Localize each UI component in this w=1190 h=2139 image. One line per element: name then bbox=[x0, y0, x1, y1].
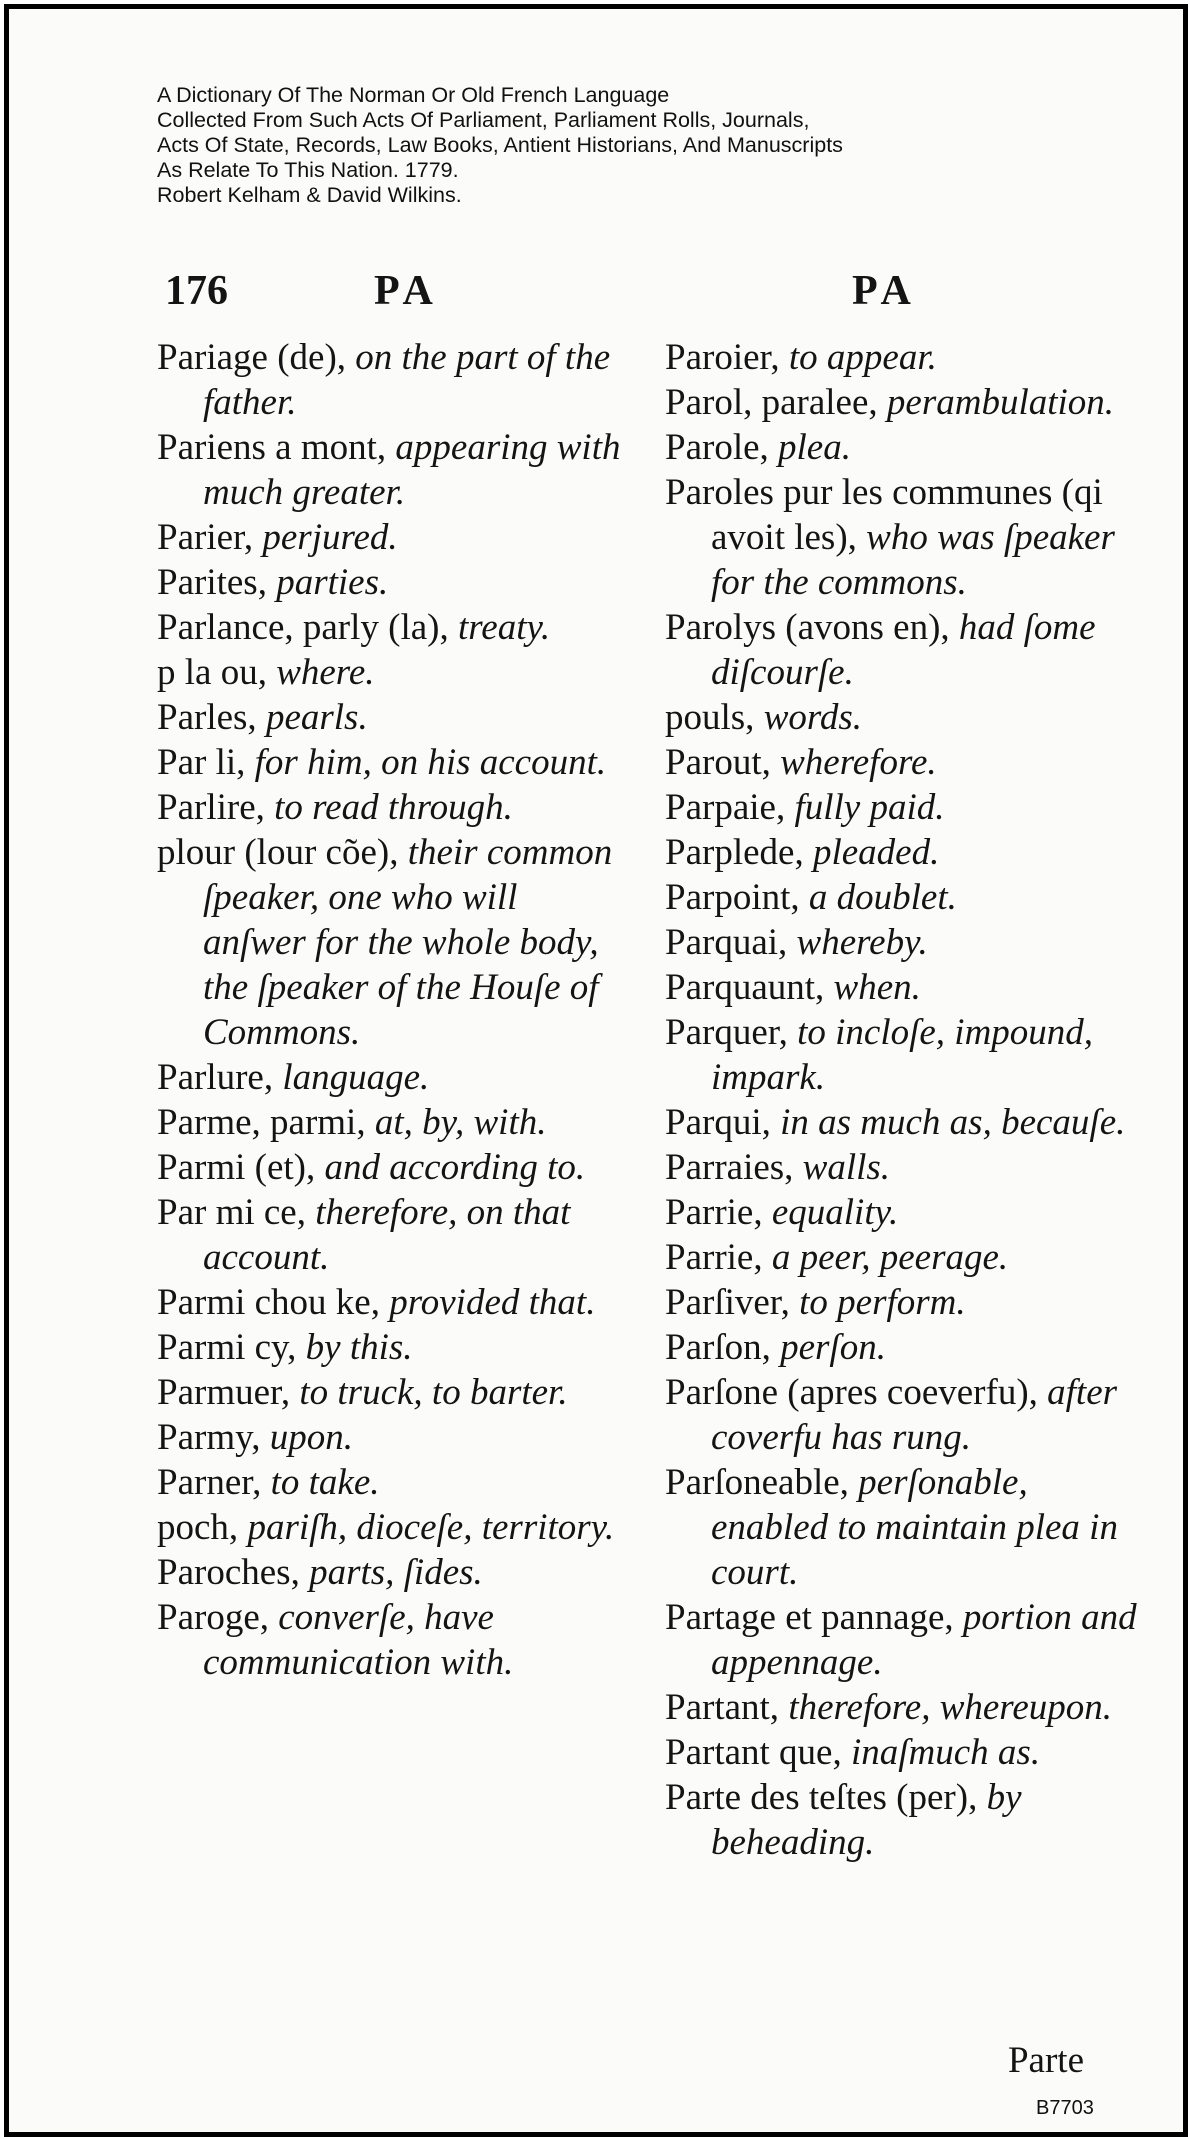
dictionary-entry bbox=[157, 1145, 627, 1190]
entry-definition: after coverfu has rung. bbox=[711, 1372, 1118, 1458]
dictionary-entry bbox=[665, 1280, 1140, 1325]
entry-definition: to perform. bbox=[799, 1282, 966, 1323]
dictionary-entry bbox=[157, 785, 627, 830]
entry-definition: a peer, peerage. bbox=[771, 1237, 1009, 1278]
entry-definition: on the part of the father. bbox=[203, 337, 611, 423]
dictionary-entry bbox=[157, 560, 627, 605]
dictionary-entry bbox=[665, 920, 1140, 965]
dictionary-entry bbox=[665, 965, 1140, 1010]
entry-headword: Parmi cy, bbox=[157, 1327, 306, 1368]
dictionary-entry bbox=[665, 1460, 1140, 1595]
entry-definition: perjured. bbox=[262, 517, 398, 558]
entry-headword: Parier, bbox=[157, 517, 263, 558]
dictionary-entry bbox=[157, 1550, 627, 1595]
entry-headword: Parites, bbox=[157, 562, 277, 603]
entry-definition: portion and appennage. bbox=[711, 1597, 1137, 1683]
entry-definition: perſon. bbox=[780, 1327, 886, 1368]
right-running-head: PA bbox=[852, 268, 917, 314]
entry-headword: Parſoneable, bbox=[665, 1462, 859, 1503]
dictionary-entry bbox=[157, 335, 627, 425]
entry-headword: Parquer, bbox=[665, 1012, 798, 1053]
dictionary-entry bbox=[665, 380, 1140, 425]
entry-definition: their common ſpeaker, one who will anſwer for the whole body, the ſpeaker of the Houſe of Commons. bbox=[203, 832, 613, 1053]
entry-headword: Parout, bbox=[665, 742, 781, 783]
dictionary-entry bbox=[665, 605, 1140, 695]
entry-headword: Partant, bbox=[665, 1687, 789, 1728]
entry-headword: Par mi ce, bbox=[157, 1192, 316, 1233]
header-subtitle-line: Collected From Such Acts Of Parliament, Parliament Rolls, Journals, bbox=[157, 108, 810, 132]
entry-headword: Parpaie, bbox=[665, 787, 795, 828]
entry-headword: Paroles pur les communes (qi avoit les), bbox=[665, 472, 1103, 558]
dictionary-entry bbox=[665, 470, 1140, 605]
entry-definition: therefore, whereupon. bbox=[788, 1687, 1112, 1728]
entry-definition: parts, ſides. bbox=[309, 1552, 483, 1593]
entry-headword: Parme, parmi, bbox=[157, 1102, 375, 1143]
entry-definition: plea. bbox=[778, 427, 851, 468]
entry-definition: equality. bbox=[771, 1192, 899, 1233]
dictionary-entry bbox=[665, 1190, 1140, 1235]
dictionary-entry bbox=[665, 335, 1140, 380]
document-header bbox=[157, 83, 1057, 208]
left-column bbox=[157, 335, 627, 1685]
entry-headword: Parſone (apres coeverfu), bbox=[665, 1372, 1048, 1413]
entry-definition: parties. bbox=[276, 562, 389, 603]
entry-headword: Parmi chou ke, bbox=[157, 1282, 390, 1323]
reference-code: B7703 bbox=[1036, 2097, 1094, 2119]
entry-headword: Parſon, bbox=[665, 1327, 781, 1368]
entry-definition: language. bbox=[282, 1057, 430, 1098]
entry-definition: by beheading. bbox=[711, 1777, 1022, 1863]
entry-headword: Parte des teſtes (per), bbox=[665, 1777, 987, 1818]
entry-headword: Partant que, bbox=[665, 1732, 851, 1773]
entry-headword: Parlure, bbox=[157, 1057, 283, 1098]
header-subtitle-line: Acts Of State, Records, Law Books, Antient Historians, And Manuscripts bbox=[157, 133, 843, 157]
entry-definition: to appear. bbox=[788, 337, 937, 378]
entry-headword: Parpoint, bbox=[665, 877, 809, 918]
entry-definition: a doublet. bbox=[808, 877, 957, 918]
dictionary-entry bbox=[665, 1685, 1140, 1730]
dictionary-entry bbox=[665, 1370, 1140, 1460]
entry-definition: who was ſpeaker for the commons. bbox=[711, 517, 1115, 603]
right-column bbox=[665, 335, 1140, 1865]
dictionary-entry bbox=[157, 425, 627, 515]
dictionary-entry bbox=[157, 695, 627, 740]
entry-definition: words. bbox=[763, 697, 863, 738]
entry-definition: pariſh, dioceſe, territory. bbox=[247, 1507, 615, 1548]
dictionary-entry bbox=[665, 1235, 1140, 1280]
entry-definition: had ſome diſcourſe. bbox=[711, 607, 1096, 693]
entry-definition: to take. bbox=[270, 1462, 380, 1503]
entry-headword: Parſiver, bbox=[665, 1282, 800, 1323]
entry-headword: Parol, paralee, bbox=[665, 382, 887, 423]
entry-headword: Paroge, bbox=[157, 1597, 279, 1638]
entry-definition: wherefore. bbox=[780, 742, 937, 783]
entry-definition: and according to. bbox=[324, 1147, 586, 1188]
catchword: Parte bbox=[1007, 2040, 1084, 2081]
entry-headword: Pariens a mont, bbox=[157, 427, 396, 468]
dictionary-entry bbox=[157, 1100, 627, 1145]
entry-definition: where. bbox=[276, 652, 375, 693]
dictionary-entry bbox=[157, 1370, 627, 1415]
entry-definition: perſonable, enabled to maintain plea in court. bbox=[711, 1462, 1118, 1593]
dictionary-entry bbox=[665, 1775, 1140, 1865]
dictionary-entry bbox=[157, 1595, 627, 1685]
entry-headword: Paroier, bbox=[665, 337, 789, 378]
entry-headword: Parner, bbox=[157, 1462, 271, 1503]
dictionary-entry bbox=[157, 605, 627, 650]
dictionary-entry bbox=[665, 740, 1140, 785]
dictionary-entry bbox=[665, 1730, 1140, 1775]
entry-definition: by this. bbox=[305, 1327, 413, 1368]
dictionary-entry bbox=[157, 1415, 627, 1460]
entry-headword: poch, bbox=[157, 1507, 248, 1548]
entry-definition: when. bbox=[833, 967, 921, 1008]
dictionary-entry bbox=[157, 1055, 627, 1100]
entry-headword: Parquai, bbox=[665, 922, 797, 963]
entry-headword: Parlire, bbox=[157, 787, 275, 828]
page-frame bbox=[4, 4, 1188, 2137]
entry-definition: fully paid. bbox=[794, 787, 945, 828]
entry-headword: Parlance, parly (la), bbox=[157, 607, 458, 648]
dictionary-entry bbox=[157, 1505, 627, 1550]
entry-headword: plour (lour cõe), bbox=[157, 832, 408, 873]
entry-definition: appearing with much greater. bbox=[203, 427, 621, 513]
dictionary-entry bbox=[157, 830, 627, 1055]
dictionary-entry bbox=[665, 785, 1140, 830]
dictionary-entry bbox=[665, 1145, 1140, 1190]
entry-headword: Partage et pannage, bbox=[665, 1597, 963, 1638]
entry-headword: Parmuer, bbox=[157, 1372, 300, 1413]
dictionary-entry bbox=[157, 740, 627, 785]
entry-definition: perambulation. bbox=[886, 382, 1115, 423]
dictionary-entry bbox=[665, 1100, 1140, 1145]
entry-headword: Par li, bbox=[157, 742, 255, 783]
entry-headword: Parqui, bbox=[665, 1102, 781, 1143]
entry-headword: Parquaunt, bbox=[665, 967, 834, 1008]
left-running-head: PA bbox=[374, 268, 439, 314]
dictionary-entry bbox=[665, 1595, 1140, 1685]
page-number: 176 bbox=[165, 268, 228, 314]
entry-headword: Parrie, bbox=[665, 1237, 772, 1278]
entry-headword: Parraies, bbox=[665, 1147, 803, 1188]
entry-definition: to truck, to barter. bbox=[299, 1372, 568, 1413]
entry-headword: Parplede, bbox=[665, 832, 813, 873]
header-date-line: As Relate To This Nation. 1779. bbox=[157, 158, 459, 182]
dictionary-entry bbox=[665, 830, 1140, 875]
dictionary-entry bbox=[665, 875, 1140, 920]
entry-headword: Parmi (et), bbox=[157, 1147, 325, 1188]
dictionary-entry bbox=[157, 650, 627, 695]
dictionary-entry bbox=[157, 515, 627, 560]
entry-definition: whereby. bbox=[796, 922, 928, 963]
entry-headword: Parolys (avons en), bbox=[665, 607, 959, 648]
entry-definition: to incloſe, impound, impark. bbox=[711, 1012, 1094, 1098]
entry-definition: at, by, with. bbox=[374, 1102, 547, 1143]
entry-definition: pearls. bbox=[265, 697, 368, 738]
entry-definition: provided that. bbox=[389, 1282, 596, 1323]
dictionary-entry bbox=[665, 1325, 1140, 1370]
dictionary-entry bbox=[665, 425, 1140, 470]
header-authors-line: Robert Kelham & David Wilkins. bbox=[157, 183, 462, 207]
entry-definition: inaſmuch as. bbox=[850, 1732, 1041, 1773]
entry-headword: Pariage (de), bbox=[157, 337, 356, 378]
dictionary-entry bbox=[665, 695, 1140, 740]
entry-headword: Parole, bbox=[665, 427, 779, 468]
dictionary-entry bbox=[157, 1190, 627, 1280]
entry-definition: upon. bbox=[269, 1417, 353, 1458]
entry-definition: in as much as, becauſe. bbox=[780, 1102, 1126, 1143]
dictionary-entry bbox=[157, 1460, 627, 1505]
entry-headword: Parles, bbox=[157, 697, 266, 738]
entry-definition: therefore, on that account. bbox=[203, 1192, 571, 1278]
entry-definition: to read through. bbox=[274, 787, 513, 828]
entry-definition: pleaded. bbox=[812, 832, 940, 873]
dictionary-entry bbox=[157, 1325, 627, 1370]
entry-definition: for him, on his account. bbox=[254, 742, 607, 783]
dictionary-entry bbox=[157, 1280, 627, 1325]
entry-headword: Parmy, bbox=[157, 1417, 270, 1458]
entry-headword: p la ou, bbox=[157, 652, 277, 693]
entry-headword: Parrie, bbox=[665, 1192, 772, 1233]
header-title-line: A Dictionary Of The Norman Or Old French Language bbox=[157, 83, 670, 107]
entry-headword: Paroches, bbox=[157, 1552, 310, 1593]
entry-headword: pouls, bbox=[665, 697, 764, 738]
entry-definition: converſe, have communication with. bbox=[203, 1597, 514, 1683]
entry-definition: treaty. bbox=[458, 607, 551, 648]
dictionary-entry bbox=[665, 1010, 1140, 1100]
entry-definition: walls. bbox=[802, 1147, 891, 1188]
